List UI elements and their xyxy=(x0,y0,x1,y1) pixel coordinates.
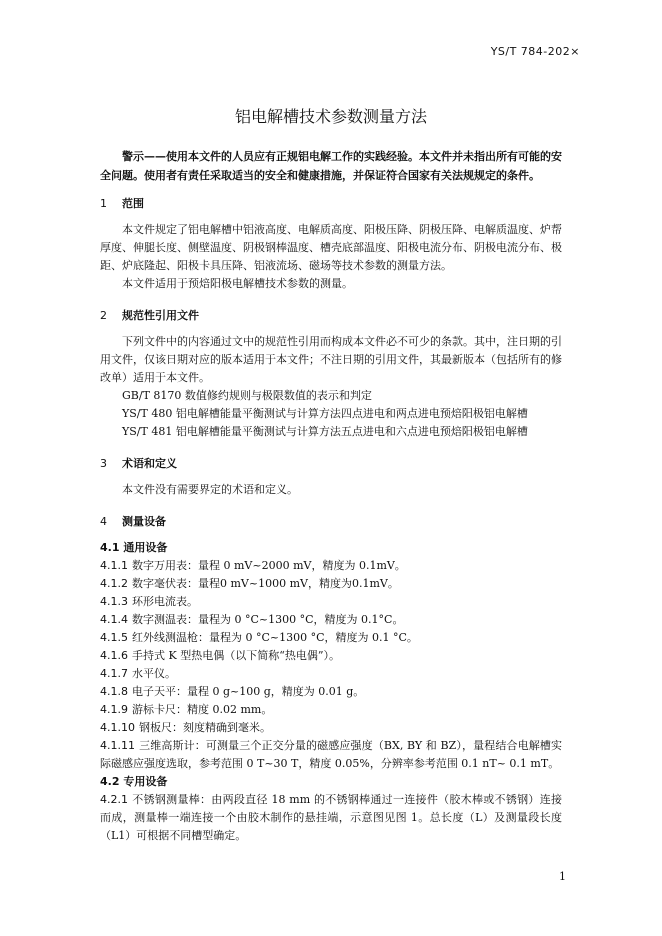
item-text: 数字毫伏表：量程0 mV~1000 mV，精度为0.1mV。 xyxy=(132,577,399,590)
item-number: 4.1.9 xyxy=(100,703,128,716)
list-item xyxy=(100,791,562,845)
section-1-heading xyxy=(100,197,562,211)
item-text: 三维高斯计：可测量三个正交分量的磁感应强度（BX, BY 和 BZ），量程结合电解槽实际磁感应强度选取，参考范围 0 T~30 T，精度 0.05%，分辨率参考范围 0.1 nT~ 0.1 mT。 xyxy=(100,739,562,770)
section-3-heading xyxy=(100,457,562,471)
warning-paragraph: 警示——使用本文件的人员应有正规铝电解工作的实践经验。本文件并未指出所有可能的安全问题。使用者有责任采取适当的安全和健康措施，并保证符合国家有关法规规定的条件。 xyxy=(100,150,562,182)
section-title: 规范性引用文件 xyxy=(122,309,199,322)
item-text: 数字万用表：量程 0 mV~2000 mV，精度为 0.1mV。 xyxy=(132,559,406,572)
item-text: 水平仪。 xyxy=(132,667,176,680)
list-item xyxy=(100,575,562,593)
section-number: 2 xyxy=(100,309,107,322)
section-number: 1 xyxy=(100,197,107,210)
page-title: 铝电解槽技术参数测量方法 xyxy=(234,107,427,126)
item-text: 红外线测温枪：量程为 0 °C~1300 °C，精度为 0.1 °C。 xyxy=(132,631,418,644)
item-number: 4.1.3 xyxy=(100,595,128,608)
section-number: 4 xyxy=(100,515,107,528)
item-text: 手持式 K 型热电偶（以下简称“热电偶”）。 xyxy=(132,649,340,662)
paragraph: 本文件规定了铝电解槽中铝液高度、电解质高度、阳极压降、阴极压降、电解质温度、炉帮厚度、伸腿长度、侧壁温度、阴极钢棒温度、槽壳底部温度、阳极电流分布、阴极电流分布、极距、炉底隆起、阳极卡具压降、铝液流场、磁场等技术参数的测量方法。 xyxy=(100,223,562,272)
document-body xyxy=(100,147,562,845)
section-4-heading xyxy=(100,515,562,529)
reference-item: YS/T 480 铝电解槽能量平衡测试与计算方法四点进电和两点进电预焙阳极铝电解槽 xyxy=(122,407,528,420)
item-number: 4.1.11 xyxy=(100,739,135,752)
item-text: 电子天平：量程 0 g~100 g，精度为 0.01 g。 xyxy=(132,685,365,698)
section-number: 3 xyxy=(100,457,107,470)
list-item xyxy=(100,593,562,611)
item-number: 4.1.7 xyxy=(100,667,128,680)
list-item xyxy=(100,611,562,629)
item-number: 4.1.2 xyxy=(100,577,128,590)
list-item xyxy=(100,629,562,647)
item-number: 4.1.5 xyxy=(100,631,128,644)
list-item xyxy=(100,647,562,665)
item-number: 4.2.1 xyxy=(100,793,128,806)
list-item xyxy=(100,557,562,575)
subsection-heading: 4.2 专用设备 xyxy=(100,775,168,788)
item-number: 4.1.4 xyxy=(100,613,128,626)
section-title: 术语和定义 xyxy=(122,457,177,470)
item-text: 数字测温表：量程为 0 °C~1300 °C，精度为 0.1°C。 xyxy=(132,613,404,626)
subsection-heading: 4.1 通用设备 xyxy=(100,541,168,554)
item-number: 4.1.10 xyxy=(100,721,135,734)
list-item xyxy=(100,701,562,719)
item-text: 钢板尺：刻度精确到毫米。 xyxy=(139,721,271,734)
item-number: 4.1.8 xyxy=(100,685,128,698)
document-code: YS/T 784-202× xyxy=(490,45,580,58)
list-item xyxy=(100,737,562,773)
list-item xyxy=(100,665,562,683)
paragraph: 本文件没有需要界定的术语和定义。 xyxy=(122,483,298,496)
section-title: 测量设备 xyxy=(122,515,166,528)
reference-item: GB/T 8170 数值修约规则与极限数值的表示和判定 xyxy=(122,389,372,402)
list-item xyxy=(100,719,562,737)
list-item xyxy=(100,683,562,701)
item-text: 不锈钢测量棒：由两段直径 18 mm 的不锈钢棒通过一连接件（胶木棒或不锈钢）连接而成，测量棒一端连接一个由胶木制作的悬挂端，示意图见图 1。总长度（L）及测量段长度（L1）可根据不同槽型确定。 xyxy=(100,793,562,842)
paragraph: 下列文件中的内容通过文中的规范性引用而构成本文件必不可少的条款。其中，注日期的引用文件，仅该日期对应的版本适用于本文件；不注日期的引用文件，其最新版本（包括所有的修改单）适用于本文件。 xyxy=(100,335,562,384)
item-text: 游标卡尺：精度 0.02 mm。 xyxy=(132,703,273,716)
item-number: 4.1.1 xyxy=(100,559,128,572)
page-number: 1 xyxy=(559,870,566,883)
item-text: 环形电流表。 xyxy=(132,595,198,608)
reference-item: YS/T 481 铝电解槽能量平衡测试与计算方法五点进电和六点进电预焙阳极铝电解槽 xyxy=(122,425,528,438)
section-title: 范围 xyxy=(122,197,144,210)
section-2-heading xyxy=(100,309,562,323)
item-number: 4.1.6 xyxy=(100,649,128,662)
paragraph: 本文件适用于预焙阳极电解槽技术参数的测量。 xyxy=(122,277,353,290)
